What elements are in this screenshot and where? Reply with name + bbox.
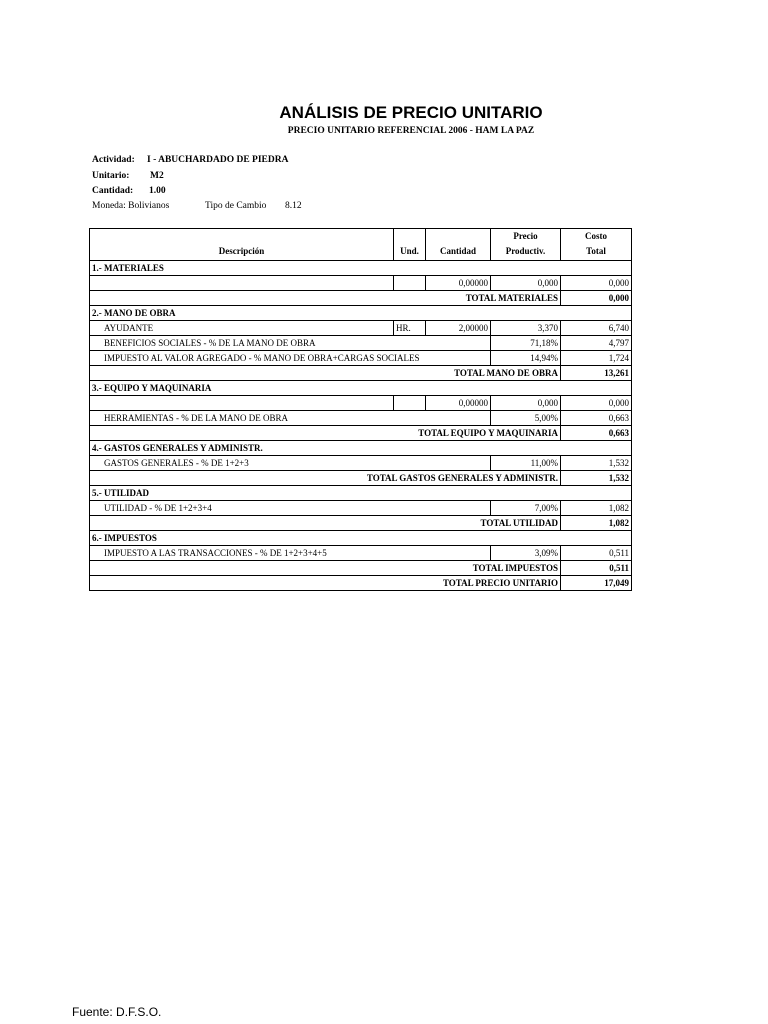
section-title-materiales: 1.- MATERIALES [90, 261, 632, 276]
section-title-mano-obra: 2.- MANO DE OBRA [90, 306, 632, 321]
header-precio [491, 229, 561, 261]
table-row [90, 351, 632, 366]
precio-cell: 3,370 [491, 321, 561, 336]
section-row [90, 381, 632, 396]
header-costo [561, 229, 632, 261]
tipo-cambio-label: Tipo de Cambio [205, 201, 267, 211]
page-subtitle: PRECIO UNITARIO REFERENCIAL 2006 - HAM LA PAZ [287, 126, 535, 136]
section-title-equipo: 3.- EQUIPO Y MAQUINARIA [90, 381, 632, 396]
section-row [90, 306, 632, 321]
section-row [90, 531, 632, 546]
table-row [90, 276, 632, 291]
total-value: 1,532 [561, 471, 632, 486]
table-row [90, 546, 632, 561]
cantidad-cell: 0,00000 [426, 276, 491, 291]
cantidad-value: 1.00 [149, 186, 166, 196]
table-header [90, 229, 632, 261]
descripcion-cell: HERRAMIENTAS - % DE LA MANO DE OBRA [90, 411, 491, 426]
total-value: 0,663 [561, 426, 632, 441]
total-row [90, 291, 632, 306]
costo-cell: 1,082 [561, 501, 632, 516]
total-row [90, 366, 632, 381]
section-title-gastos: 4.- GASTOS GENERALES Y ADMINISTR. [90, 441, 632, 456]
total-value: 1,082 [561, 516, 632, 531]
section-row [90, 486, 632, 501]
total-label: TOTAL MATERIALES [90, 291, 561, 306]
descripcion-cell: AYUDANTE [90, 321, 394, 336]
footer-source: Fuente: D.F.S.O. [72, 1005, 162, 1019]
precio-cell: 14,94% [491, 351, 561, 366]
costo-cell: 4,797 [561, 336, 632, 351]
unitario-value: M2 [150, 171, 164, 181]
costo-cell: 1,724 [561, 351, 632, 366]
total-label: TOTAL UTILIDAD [90, 516, 561, 531]
table-row [90, 411, 632, 426]
tipo-cambio-value: 8.12 [285, 201, 302, 211]
precio-cell: 0,000 [491, 396, 561, 411]
header-precio-line1: Precio [513, 231, 538, 241]
header-costo-line1: Costo [585, 231, 607, 241]
precio-cell: 0,000 [491, 276, 561, 291]
descripcion-cell: IMPUESTO AL VALOR AGREGADO - % MANO DE OBRA+CARGAS SOCIALES [90, 351, 491, 366]
total-label: TOTAL IMPUESTOS [90, 561, 561, 576]
section-row [90, 441, 632, 456]
total-value: 13,261 [561, 366, 632, 381]
total-value: 0,000 [561, 291, 632, 306]
header-cantidad: Cantidad [426, 229, 491, 261]
costo-cell: 6,740 [561, 321, 632, 336]
table-row [90, 396, 632, 411]
moneda-label: Moneda: Bolivianos [92, 201, 170, 211]
table-row [90, 456, 632, 471]
descripcion-cell: BENEFICIOS SOCIALES - % DE LA MANO DE OBRA [90, 336, 491, 351]
costo-cell: 0,000 [561, 276, 632, 291]
descripcion-cell: GASTOS GENERALES - % DE 1+2+3 [90, 456, 491, 471]
header-descripcion: Descripción [90, 229, 394, 261]
table-row [90, 501, 632, 516]
actividad-value: I - ABUCHARDADO DE PIEDRA [147, 155, 289, 165]
und-cell: HR. [394, 321, 426, 336]
grand-total-label: TOTAL PRECIO UNITARIO [90, 576, 561, 591]
cantidad-row [92, 186, 166, 196]
costo-cell: 0,511 [561, 546, 632, 561]
unitario-row [92, 171, 164, 181]
descripcion-cell: UTILIDAD - % DE 1+2+3+4 [90, 501, 491, 516]
precio-cell: 5,00% [491, 411, 561, 426]
grand-total-row [90, 576, 632, 591]
precio-cell: 7,00% [491, 501, 561, 516]
section-title-utilidad: 5.- UTILIDAD [90, 486, 632, 501]
total-row [90, 516, 632, 531]
unitario-label: Unitario: [92, 171, 130, 181]
header-costo-line2: Total [586, 246, 606, 256]
moneda-row [92, 201, 302, 211]
cantidad-label: Cantidad: [92, 186, 134, 196]
total-row [90, 471, 632, 486]
table-row [90, 336, 632, 351]
costo-cell: 0,000 [561, 396, 632, 411]
cantidad-cell: 2,00000 [426, 321, 491, 336]
precio-cell: 3,09% [491, 546, 561, 561]
descripcion-cell: IMPUESTO A LAS TRANSACCIONES - % DE 1+2+3+4+5 [90, 546, 491, 561]
section-title-impuestos: 6.- IMPUESTOS [90, 531, 632, 546]
apu-table [89, 228, 632, 591]
total-label: TOTAL MANO DE OBRA [90, 366, 561, 381]
total-label: TOTAL GASTOS GENERALES Y ADMINISTR. [90, 471, 561, 486]
total-label: TOTAL EQUIPO Y MAQUINARIA [90, 426, 561, 441]
cantidad-cell: 0,00000 [426, 396, 491, 411]
grand-total-value: 17,049 [561, 576, 632, 591]
actividad-label: Actividad: [92, 155, 135, 165]
header-precio-line2: Productiv. [505, 246, 546, 256]
total-row [90, 561, 632, 576]
actividad-row [92, 155, 289, 165]
table-row [90, 321, 632, 336]
header-und: Und. [394, 229, 426, 261]
total-value: 0,511 [561, 561, 632, 576]
section-row [90, 261, 632, 276]
total-row [90, 426, 632, 441]
page-title: ANÁLISIS DE PRECIO UNITARIO [279, 103, 543, 122]
costo-cell: 1,532 [561, 456, 632, 471]
costo-cell: 0,663 [561, 411, 632, 426]
precio-cell: 71,18% [491, 336, 561, 351]
precio-cell: 11,00% [491, 456, 561, 471]
